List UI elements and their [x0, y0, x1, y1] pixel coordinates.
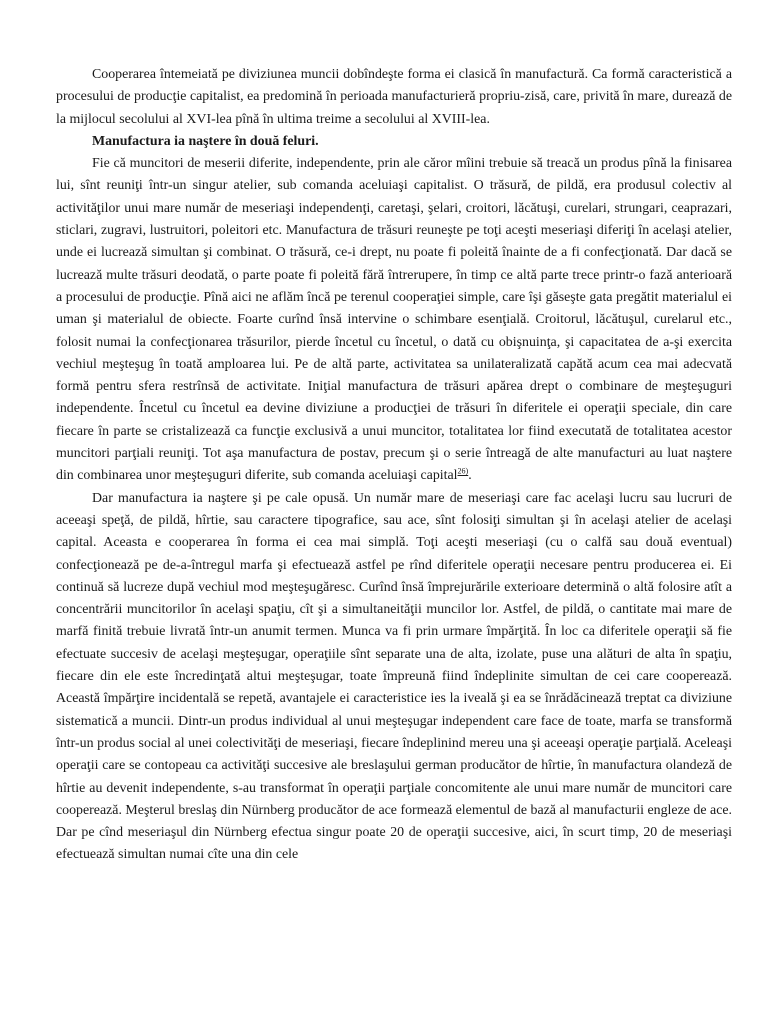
paragraph-2 — [56, 153, 732, 487]
paragraph-3: Dar manufactura ia naştere şi pe cale opusă. Un număr mare de meseriaşi care fac acelaşi lucru sau lucruri de aceeaşi speţă, de pildă, hîrtie, sau caractere tipografice, sau ace, sînt folosiţi simultan şi în acelaşi atelier de acelaşi capital. Aceasta e cooperarea în forma ei cea mai simplă. Toţi aceşti meseriaşi (cu o calfă sau două eventual) confecţionează pe de-a-întregul marfa şi efectuează astfel pe rînd diferitele operaţii necesare pentru producerea ei. Ei continuă să lucreze după vechiul mod meşteşugăresc. Curînd însă împrejurările exterioare determină o altă folosire atît a concentrării muncitorilor în acelaşi spaţiu, cît şi a simultaneităţii muncilor lor. Astfel, de pildă, o cantitate mai mare de marfă finită trebuie livrată într-un anumit termen. Munca va fi prin urmare împărţită. În loc ca diferitele operaţii să fie efectuate succesiv de acelaşi meşteşugar, operaţiile sînt separate una de alta, izolate, puse una alături de alta în spaţiu, fiecare din ele este încredinţată altui meşteşugar, toate împreună fiind îndeplinite simultan de cei care cooperează. Această împărţire incidentală se repetă, avantajele ei caracteristice ies la iveală şi ea se înrădăcinează treptat ca diviziune sistematică a muncii. Dintr-un produs individual al unui meşteşugar independent care face de toate, marfa se transformă într-un produs social al unei colectivităţi de meseriaşi, fiecare îndeplinind mereu una şi aceeaşi operaţie parţială. Aceleaşi operaţii care se contopeau ca activităţi succesive ale breslaşului german producător de hîrtie, în manufactura olandeză de hîrtie au devenit independente, s-au transformat în operaţii parţiale concomitente ale unui mare număr de muncitori care cooperează. Meşterul breslaş din Nürnberg producător de ace formează elementul de bază al manufacturii engleze de ace. Dar pe cînd meseriaşul din Nürnberg efectua singur poate 20 de operaţii succesive, aici, în scurt timp, 20 de meseriaşi efectuează simultan numai cîte una din cele — [56, 490, 732, 863]
document-page — [56, 64, 732, 867]
section-heading: Manufactura ia naştere în două feluri. — [92, 133, 319, 149]
paragraph-2-text: Fie că muncitori de meserii diferite, independente, prin ale căror mîini trebuie să treacă un produs pînă la finisarea lui, sînt reuniţi într-un singur atelier, sub comanda aceluiaşi capitalist. O trăsură, de pildă, era produsul colectiv al activităţilor unui mare număr de meseriaşi independenţi, caretaşi, şelari, croitori, lăcătuşi, curelari, strungari, ceaprazari, sticlari, zugravi, lustruitori, poleitori etc. Manufactura de trăsuri reuneşte pe toţi aceşti meseriaşi diferiţi în acelaşi atelier, unde ei lucrează simultan şi combinat. O trăsură, ce-i drept, nu poate fi poleită înainte de a fi confecţionată. Dar dacă se lucrează multe trăsuri deodată, o parte poate fi poleită fără întrerupere, în timp ce altă parte trece printr-o fază anterioară a procesului de producţie. Pînă aici ne aflăm încă pe terenul cooperaţiei simple, care îşi găseşte gata pregătit materialul ei uman şi materialul de obiecte. Foarte curînd însă intervine o schimbare esenţială. Croitorul, lăcătuşul, curelarul etc., folosit numai la confecţionarea trăsurilor, pierde încetul cu încetul, o dată cu obişnuinţa, şi capacitatea de a-şi exercita vechiul meşteşug în toată amploarea lui. Pe de altă parte, activitatea sa unilateralizată capătă acum cea mai adecvată formă pentru sfera restrînsă de activitate. Iniţial manufactura de trăsuri apărea drept o combinare de meşteşuguri independente. Încetul cu încetul ea devine diviziune a producţiei de trăsuri în diferitele ei operaţii speciale, din care fiecare în parte se cristalizează ca funcţie exclusivă a unui muncitor, totalitatea lor fiind executată de totalitatea acestor muncitori parţiali reuniţi. Tot aşa manufactura de postav, precum şi o serie întreagă de alte manufacturi au luat naştere din combinarea unor meşteşuguri diferite, sub comanda aceluiaşi capital — [56, 156, 732, 484]
paragraph-1: Cooperarea întemeiată pe diviziunea muncii dobîndeşte forma ei clasică în manufactură. Ca formă caracteristică a procesului de producţie capitalist, ea predomină în perioada manufacturieră propriu-zisă, care, privită în mare, durează de la mijlocul secolului al XVI-lea pînă în ultima treime a secolului al XVIII-lea. — [56, 67, 732, 127]
paragraph-2-end: . — [468, 468, 472, 484]
footnote-link[interactable]: 26) — [457, 466, 469, 476]
